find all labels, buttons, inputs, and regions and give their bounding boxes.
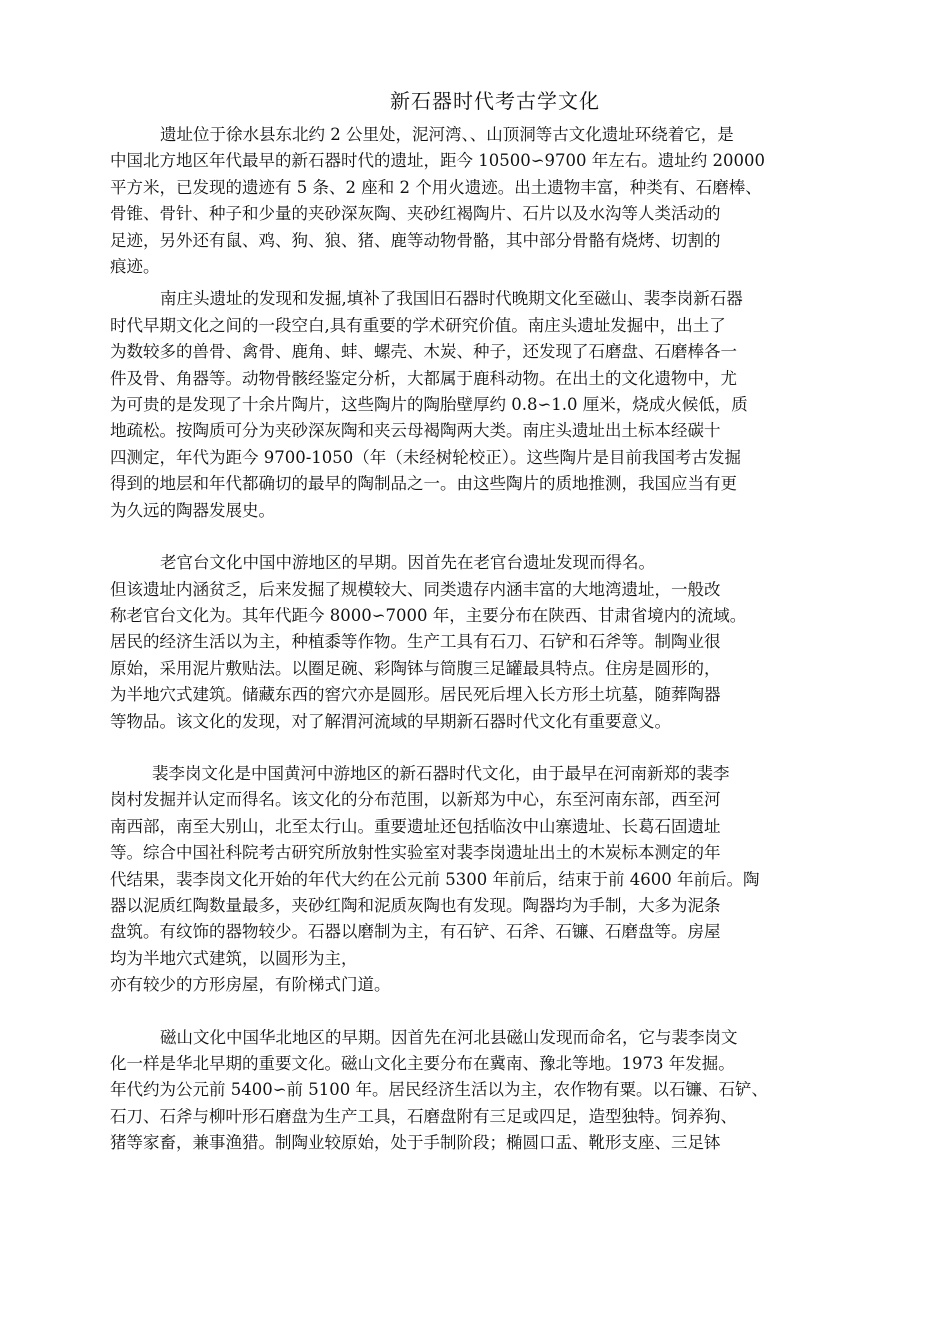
text-line: 时代早期文化之间的一段空白,具有重要的学术研究价值。南庄头遗址发掘中，出土了 bbox=[110, 315, 726, 335]
text-line: 为半地穴式建筑。储藏东西的窖穴亦是圆形。居民死后埋入长方形土坑墓，随葬陶器 bbox=[110, 685, 721, 705]
text-line: 为数较多的兽骨、禽骨、鹿角、蚌、螺壳、木炭、种子，还发现了石磨盘、石磨棒各一 bbox=[110, 342, 737, 362]
text-line: 磁山文化中国华北地区的早期。因首先在河北县磁山发现而命名，它与裴李岗文 bbox=[160, 1027, 738, 1047]
paragraph-peiligang-culture bbox=[110, 761, 880, 999]
text-line: 化一样是华北早期的重要文化。磁山文化主要分布在冀南、豫北等地。1973 年发掘。 bbox=[110, 1054, 735, 1073]
text-line: 亦有较少的方形房屋，有阶梯式门道。 bbox=[110, 975, 391, 995]
text-line: 等。综合中国社科院考古研究所放射性实验室对裴李岗遗址出土的木炭标本测定的年 bbox=[110, 843, 721, 863]
text-line: 件及骨、角器等。动物骨骸经鉴定分析，大都属于鹿科动物。在出土的文化遗物中，尤 bbox=[110, 368, 737, 388]
text-line: 器以泥质红陶数量最多，夹砂红陶和泥质灰陶也有发现。陶器均为手制，大多为泥条 bbox=[110, 895, 721, 915]
text-line: 骨锥、骨针、种子和少量的夹砂深灰陶、夹砂红褐陶片、石片以及水沟等人类活动的 bbox=[110, 204, 721, 224]
text-line: 原始，采用泥片敷贴法。以圈足碗、彩陶钵与筒腹三足罐最具特点。住房是圆形的， bbox=[110, 658, 721, 678]
paragraph-laoguantai-culture bbox=[110, 550, 880, 735]
text-line: 代结果，裴李岗文化开始的年代大约在公元前 5300 年前后，结束于前 4600 年前后。陶 bbox=[110, 869, 760, 889]
text-line: 均为半地穴式建筑，以圆形为主， bbox=[110, 948, 358, 968]
text-line: 老官台文化中国中游地区的早期。因首先在老官台遗址发现而得名。 bbox=[160, 553, 655, 573]
text-line: 称老官台文化为。其年代距今 8000∽7000 年，主要分布在陕西、甘肃省境内的流域。 bbox=[110, 605, 747, 625]
text-line: 等物品。该文化的发现，对了解渭河流域的早期新石器时代文化有重要意义。 bbox=[110, 711, 671, 731]
text-line: 石刀、石斧与柳叶形石磨盘为生产工具，石磨盘附有三足或四足，造型独特。饲养狗、 bbox=[110, 1106, 737, 1126]
text-line: 居民的经济生活以为主，种植黍等作物。生产工具有石刀、石铲和石斧等。制陶业很 bbox=[110, 632, 721, 652]
text-line: 岗村发掘并认定而得名。该文化的分布范围，以新郑为中心，东至河南东部，西至河 bbox=[110, 790, 721, 810]
text-line: 遗址位于徐水县东北约 2 公里处，泥河湾、、山顶洞等古文化遗址环绕着它，是 bbox=[160, 125, 734, 144]
text-line: 为久远的陶器发展史。 bbox=[110, 500, 275, 520]
text-line: 但该遗址内涵贫乏，后来发掘了规模较大、同类遗存内涵丰富的大地湾遗址，一般改 bbox=[110, 579, 721, 599]
paragraph-nanzhuangtou-site bbox=[110, 122, 880, 280]
text-line: 裴李岗文化是中国黄河中游地区的新石器时代文化，由于最早在河南新郑的裴李 bbox=[152, 763, 730, 783]
document-page bbox=[110, 86, 880, 1157]
text-line: 得到的地层和年代都确切的最早的陶制品之一。由这些陶片的质地推测，我国应当有更 bbox=[110, 474, 737, 494]
text-line: 四测定，年代为距今 9700-1050（年（未经树轮校正）。这些陶片是目前我国考古发掘 bbox=[110, 447, 742, 467]
document-title: 新石器时代考古学文化 bbox=[390, 89, 600, 113]
text-line: 痕迹。 bbox=[110, 257, 160, 277]
text-line: 年代约为公元前 5400∽前 5100 年。居民经济生活以为主，农作物有粟。以石镰、石铲、 bbox=[110, 1080, 769, 1100]
text-line: 南庄头遗址的发现和发掘,填补了我国旧石器时代晚期文化至磁山、裴李岗新石器 bbox=[160, 289, 743, 309]
paragraph-nanzhuangtou-discovery bbox=[110, 286, 880, 524]
paragraph-cishan-culture bbox=[110, 1025, 880, 1157]
text-line: 为可贵的是发现了十余片陶片，这些陶片的陶胎壁厚约 0.8∽1.0 厘米，烧成火候低，质 bbox=[110, 395, 748, 415]
text-line: 盘筑。有纹饰的器物较少。石器以磨制为主，有石铲、石斧、石镰、石磨盘等。房屋 bbox=[110, 922, 721, 942]
text-line: 足迹，另外还有鼠、鸡、狗、狼、猪、鹿等动物骨骼，其中部分骨骼有烧烤、切割的 bbox=[110, 230, 721, 250]
text-line: 中国北方地区年代最早的新石器时代的遗址，距今 10500∽9700 年左右。遗址约 20000 bbox=[110, 151, 766, 171]
text-line: 地疏松。按陶质可分为夹砂深灰陶和夹云母褐陶两大类。南庄头遗址出土标本经碳十 bbox=[110, 421, 721, 441]
text-line: 南西部，南至大别山，北至太行山。重要遗址还包括临汝中山寨遗址、长葛石固遗址 bbox=[110, 816, 721, 836]
text-line: 猪等家畜，兼事渔猎。制陶业较原始，处于手制阶段；椭圆口盂、靴形支座、三足钵 bbox=[110, 1133, 721, 1153]
text-line: 平方米，已发现的遗迹有 5 条、2 座和 2 个用火遗迹。出土遗物丰富，种类有、石磨棒、 bbox=[110, 177, 762, 197]
